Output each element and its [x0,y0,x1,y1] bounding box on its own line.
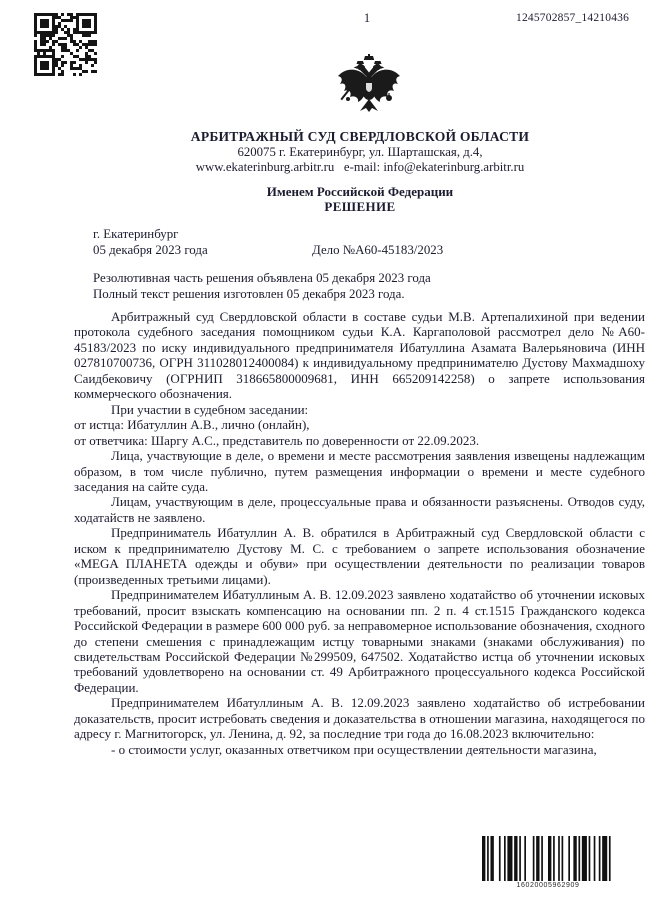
court-address: 620075 г. Екатеринбург, ул. Шарташская, д.4, [237,145,483,159]
body-paragraph: от истца: Ибатуллин А.В., лично (онлайн), [74,417,310,433]
court-contacts: www.ekaterinburg.arbitr.ru e-mail: info@ekaterinburg.arbitr.ru [195,160,525,174]
in-the-name-line: Именем Российской Федерации [266,184,454,199]
page-number: 1 [363,11,371,25]
body-paragraph: - о стоимости услуг, оказанных ответчиком при осуществлении деятельности магазина, [111,741,597,757]
court-name: АРБИТРАЖНЫЙ СУД СВЕРДЛОВСКОЙ ОБЛАСТИ [190,129,530,144]
body-paragraph: Предпринимателем Ибатуллиным А. В. 12.09.2023 заявлено ходатайство об уточнении исковых требований, просит взыскать компенсацию на основании пп. 2 п. 4 ст.1515 Гражданского кодекса Российской Федерации в размере 600 000 руб. за неправомерное использование обозначения, сходного до степени смешения с принадлежащим истцу товарными знаками (знаками обслуживания) по свидетельствам Российской Федерации №299509, 647502. Ходатайство истца об уточнении исковых требований удовлетворено на основании ст. 49 Арбитражного процессуального кодекса Российской Федерации. [74,587,645,695]
body-paragraph: Лицам, участвующим в деле, процессуальные права и обязанности разъяснены. Отводов суду, ходатайств не заявлено. [74,494,645,525]
case-info-block [93,227,645,302]
full-text-line: Полный текст решения изготовлен 05 декабря 2023 года. [93,286,405,301]
resolution-announced-line: Резолютивная часть решения объявлена 05 декабря 2023 года [93,271,431,285]
case-number: Дело №А60-45183/2023 [312,242,444,257]
qr-code [34,13,97,76]
body-paragraph: Арбитражный суд Свердловской области в составе судьи М.В. Артепалихиной при ведении протокола судебного заседания помощником судьи К.А. Каргаполовой рассмотрел дело №А60-45183/2023 по иску индивидуального предпринимателя Ибатуллина Азамата Валерьяновича (ИНН 027810700736, ОГРН 311028012400084) к индивидуальному предпринимателю Дустову Махмадшоху Саидбековичу (ОГРНИП 318665800009681, ИНН 665209142258) о запрете использования коммерческого обозначения. [74,309,645,402]
barcode [482,836,614,881]
body-paragraph: Предпринимателем Ибатуллиным А. В. 12.09.2023 заявлено ходатайство об истребовании доказательств, просит истребовать сведения и доказательства в отношении магазина, находящегося по адресу г. Магнитогорск, ул. Ленина, д. 92, за последние три года до 16.08.2023 включительно: [74,695,645,742]
court-header [80,129,640,214]
barcode-number: 16020005962909 [516,882,580,889]
decision-body [74,309,645,757]
document-id: 1245702857_14210436 [516,12,630,24]
decision-title: РЕШЕНИЕ [324,199,396,214]
body-paragraph: Лица, участвующие в деле, о времени и месте рассмотрения заявления извещены надлежащим образом, в том числе публично, путем размещения информации о времени и месте судебного заседания на сайте суда. [74,448,645,494]
city-line: г. Екатеринбург [93,227,179,241]
russian-coat-of-arms-icon [334,53,404,115]
body-paragraph: от ответчика: Шаргу А.С., представитель по доверенности от 22.09.2023. [74,432,480,448]
decision-date: 05 декабря 2023 года [93,242,208,257]
body-paragraph: Предприниматель Ибатуллин А. В. обратился в Арбитражный суд Свердловской области с иском к предпринимателю Дустову М. С. с требованием о запрете использования обозначение «MEGA ПЛАНЕТА одежды и обуви» при осуществлении деятельности по реализации товаров (произведенных третьими лицами). [74,525,645,587]
date-row [93,243,645,259]
body-paragraph: При участии в судебном заседании: [111,401,309,417]
